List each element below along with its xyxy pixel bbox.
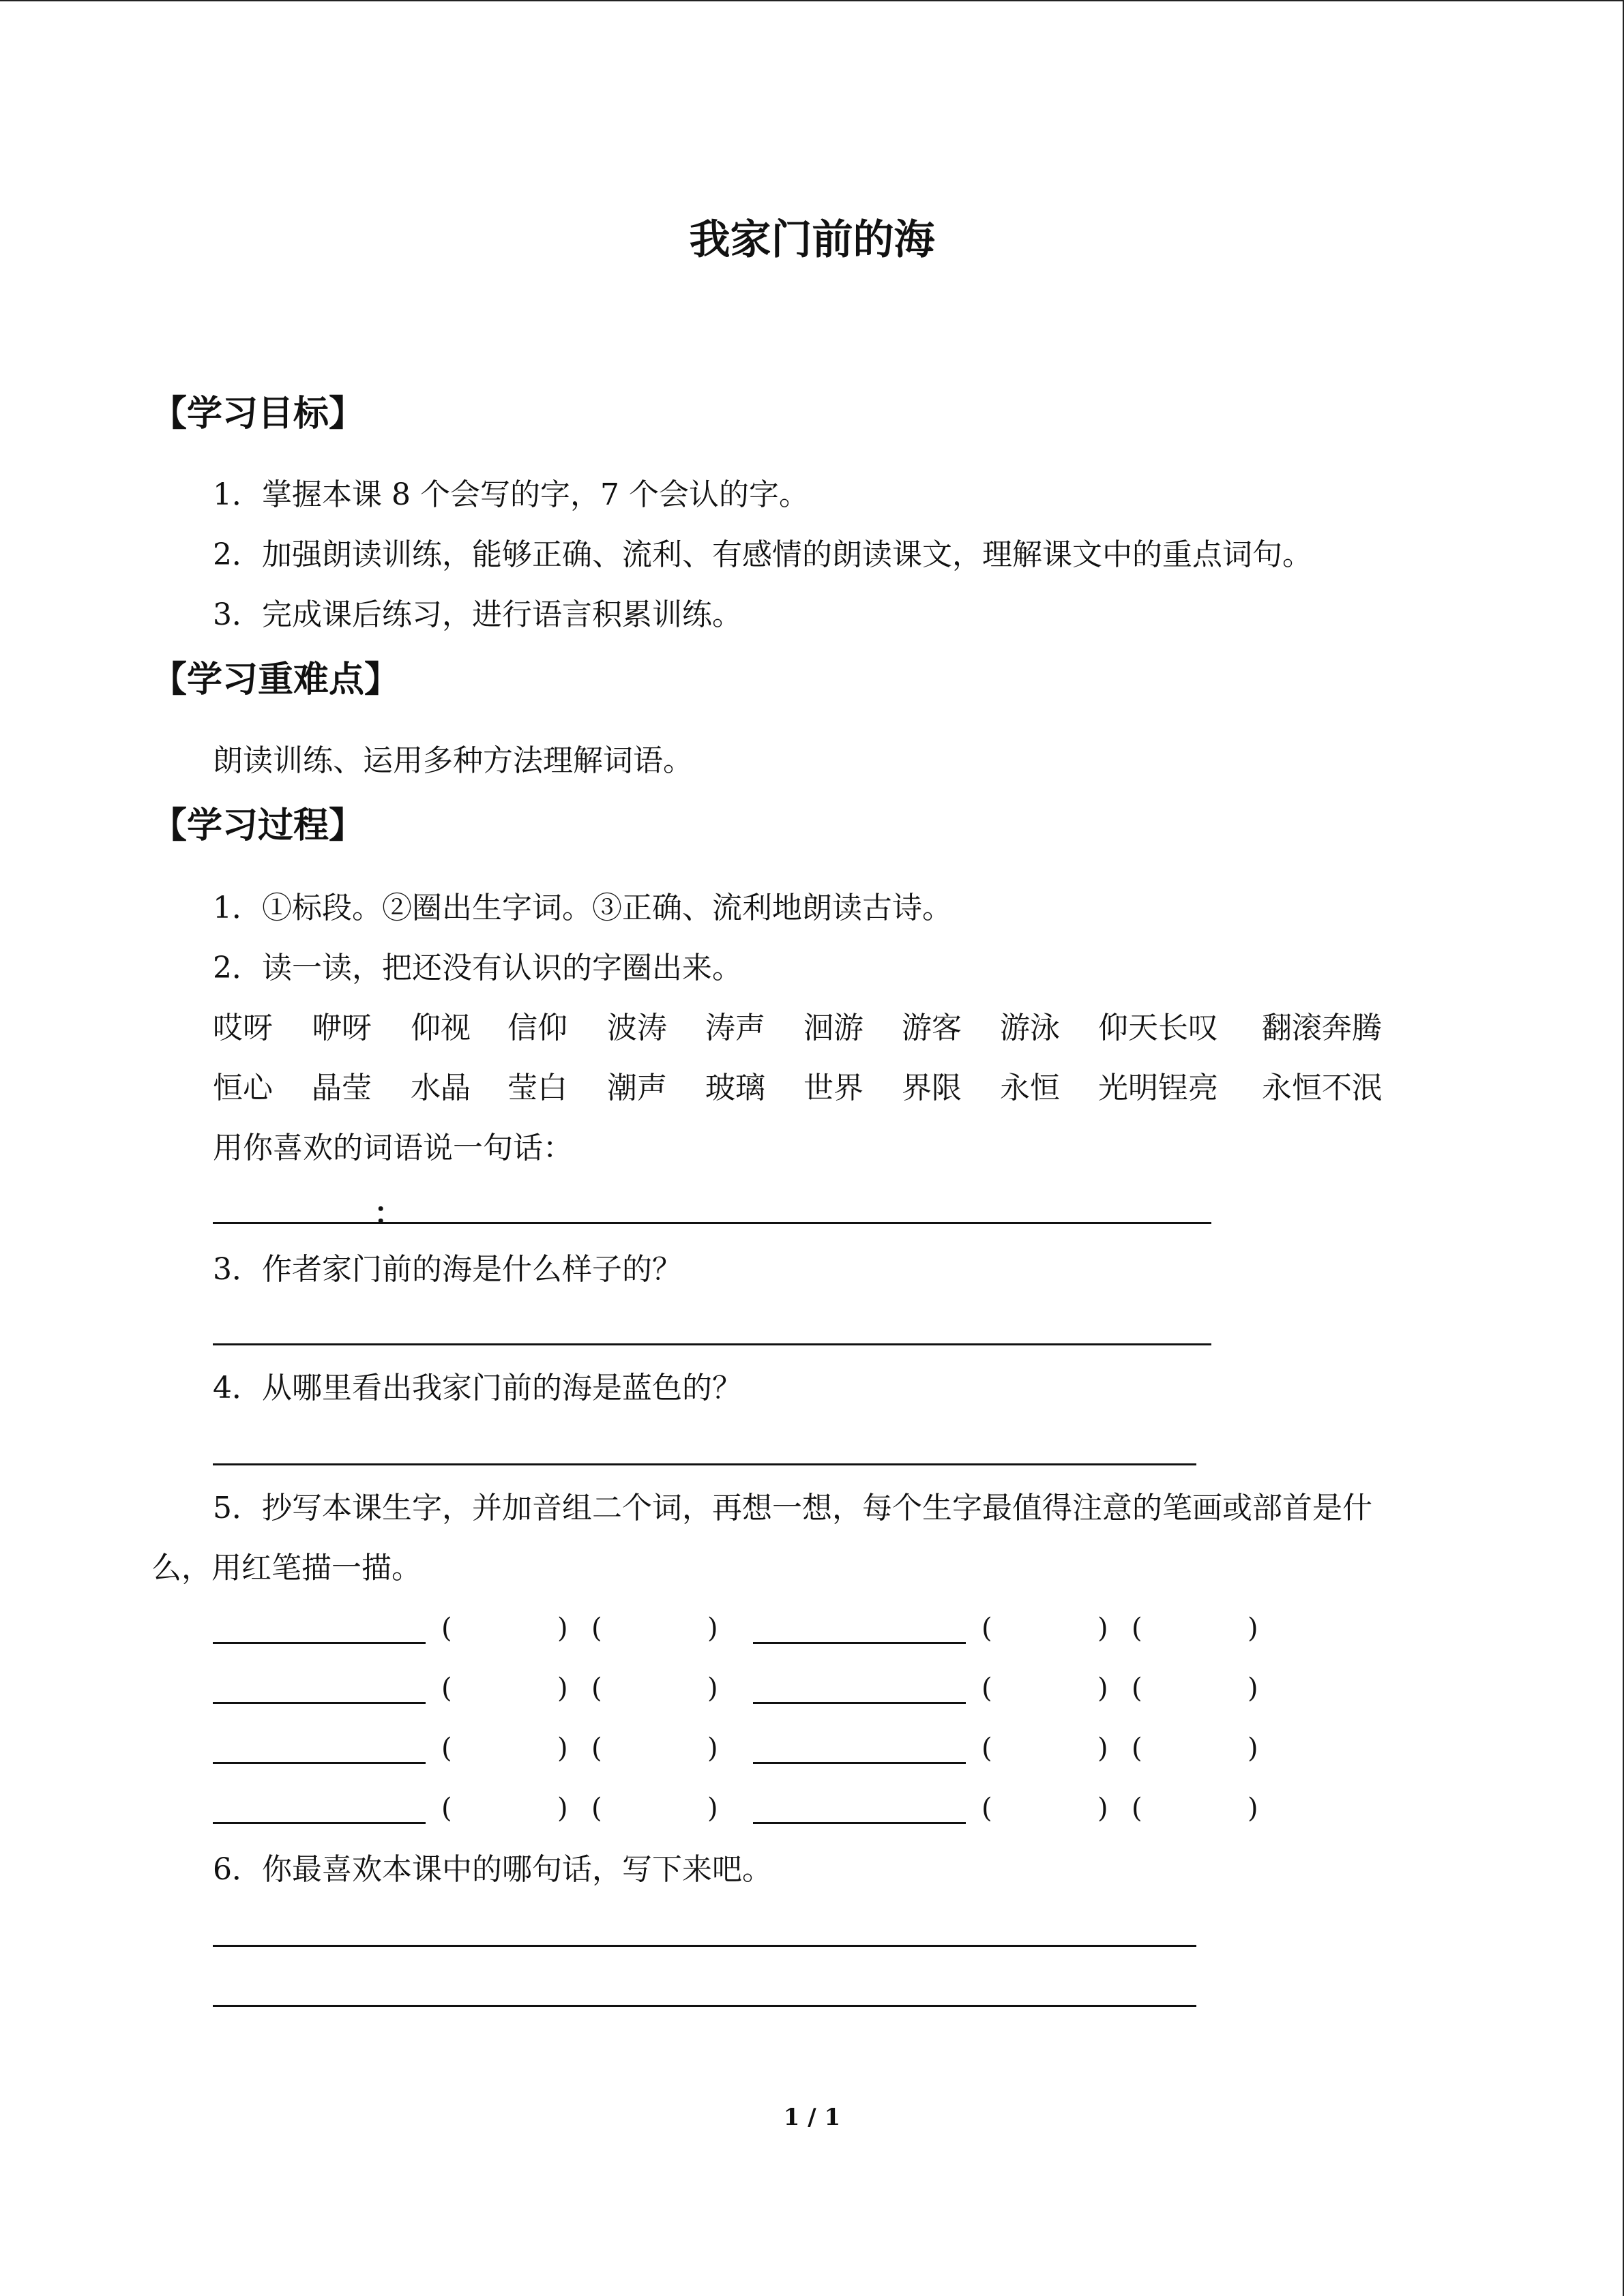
page-number: 1 / 1 xyxy=(783,2104,841,2131)
vocab-word: 信仰 xyxy=(507,1011,567,1045)
character-copy-blank[interactable] xyxy=(213,1642,426,1644)
vocab-word: 玻璃 xyxy=(705,1071,765,1105)
character-copy-blank[interactable] xyxy=(213,1762,426,1764)
word-blank-close-paren[interactable]: ) xyxy=(707,1793,718,1824)
question-1: 1．①标段。②圈出生字词。③正确、流利地朗读古诗。 xyxy=(213,891,952,925)
vocab-word: 界限 xyxy=(902,1071,962,1105)
vocab-word: 莹白 xyxy=(507,1071,567,1105)
answer-line-q4[interactable] xyxy=(213,1463,1196,1465)
word-blank-open-paren[interactable]: ( xyxy=(441,1673,452,1704)
word-blank-close-paren[interactable]: ) xyxy=(557,1613,568,1644)
answer-line-q3[interactable] xyxy=(213,1343,1211,1345)
goal-item-1: 1．掌握本课 8 个会写的字，7 个会认的字。 xyxy=(213,477,809,512)
character-copy-blank[interactable] xyxy=(753,1762,966,1764)
vocab-word: 潮声 xyxy=(607,1071,667,1105)
answer-line-q6-2[interactable] xyxy=(213,2005,1196,2007)
word-blank-close-paren[interactable]: ) xyxy=(707,1673,718,1704)
vocab-word: 仰天长叹 xyxy=(1098,1011,1218,1045)
goal-item-3: 3．完成课后练习，进行语言积累训练。 xyxy=(213,597,742,632)
vocab-word: 涛声 xyxy=(705,1011,765,1045)
word-blank-open-paren[interactable]: ( xyxy=(591,1793,602,1824)
question-3: 3．作者家门前的海是什么样子的？ xyxy=(213,1252,682,1287)
heading-learning-process: 【学习过程】 xyxy=(151,805,365,846)
word-blank-close-paren[interactable]: ) xyxy=(1247,1613,1258,1644)
vocab-word: 咿呀 xyxy=(312,1011,372,1045)
question-4: 4．从哪里看出我家门前的海是蓝色的？ xyxy=(213,1371,742,1405)
word-blank-open-paren[interactable]: ( xyxy=(1132,1733,1142,1764)
vocab-word: 哎呀 xyxy=(213,1011,273,1045)
vocab-word: 翻滚奔腾 xyxy=(1262,1011,1382,1045)
page-border-top xyxy=(0,0,1624,1)
character-copy-blank[interactable] xyxy=(753,1642,966,1644)
word-blank-open-paren[interactable]: ( xyxy=(1132,1793,1142,1824)
question-2: 2．读一读，把还没有认识的字圈出来。 xyxy=(213,951,742,985)
heading-key-difficulties: 【学习重难点】 xyxy=(151,659,400,700)
word-blank-close-paren[interactable]: ) xyxy=(1097,1733,1108,1764)
heading-learning-goals: 【学习目标】 xyxy=(151,393,365,434)
word-blank-close-paren[interactable]: ) xyxy=(1247,1733,1258,1764)
question-6: 6．你最喜欢本课中的哪句话，写下来吧。 xyxy=(213,1852,772,1887)
page-title: 我家门前的海 xyxy=(689,216,935,264)
vocab-word: 恒心 xyxy=(213,1071,273,1105)
word-blank-close-paren[interactable]: ) xyxy=(707,1733,718,1764)
word-blank-open-paren[interactable]: ( xyxy=(441,1793,452,1824)
word-blank-open-paren[interactable]: ( xyxy=(981,1793,992,1824)
goal-item-2: 2．加强朗读训练，能够正确、流利、有感情的朗读课文，理解课文中的重点词句。 xyxy=(213,537,1312,572)
vocab-word: 仰视 xyxy=(411,1011,471,1045)
answer-line-q6-1[interactable] xyxy=(213,1945,1196,1947)
word-blank-open-paren[interactable]: ( xyxy=(1132,1673,1142,1704)
word-blank-open-paren[interactable]: ( xyxy=(1132,1613,1142,1644)
word-blank-open-paren[interactable]: ( xyxy=(981,1613,992,1644)
character-copy-blank[interactable] xyxy=(753,1702,966,1704)
word-blank-close-paren[interactable]: ) xyxy=(557,1673,568,1704)
vocab-word: 水晶 xyxy=(411,1071,471,1105)
word-blank-close-paren[interactable]: ) xyxy=(557,1793,568,1824)
vocab-row-2 xyxy=(213,1068,1509,1109)
question-5-line-1: 5．抄写本课生字，并加音组二个词，再想一想，每个生字最值得注意的笔画或部首是什 xyxy=(213,1491,1372,1525)
vocab-word: 永恒不泯 xyxy=(1262,1071,1382,1105)
word-blank-open-paren[interactable]: ( xyxy=(591,1613,602,1644)
word-blank-open-paren[interactable]: ( xyxy=(441,1613,452,1644)
word-blank-close-paren[interactable]: ) xyxy=(1097,1613,1108,1644)
character-copy-blank[interactable] xyxy=(213,1702,426,1704)
word-blank-close-paren[interactable]: ) xyxy=(1097,1673,1108,1704)
character-copy-blank[interactable] xyxy=(753,1822,966,1824)
sentence-prompt: 用你喜欢的词语说一句话： xyxy=(213,1131,573,1165)
word-blank-open-paren[interactable]: ( xyxy=(981,1673,992,1704)
word-blank-close-paren[interactable]: ) xyxy=(707,1613,718,1644)
vocab-word: 世界 xyxy=(803,1071,863,1105)
vocab-word: 永恒 xyxy=(1000,1071,1060,1105)
vocab-word: 游泳 xyxy=(1000,1011,1060,1045)
answer-colon: ： xyxy=(374,1196,404,1231)
character-copy-blank[interactable] xyxy=(213,1822,426,1824)
word-blank-open-paren[interactable]: ( xyxy=(441,1733,452,1764)
vocab-word: 游客 xyxy=(902,1011,962,1045)
vocab-word: 波涛 xyxy=(607,1011,667,1045)
word-blank-close-paren[interactable]: ) xyxy=(1247,1673,1258,1704)
word-blank-open-paren[interactable]: ( xyxy=(981,1733,992,1764)
vocab-word: 晶莹 xyxy=(312,1071,372,1105)
question-5-line-2: 么，用红笔描一描。 xyxy=(151,1551,422,1585)
word-blank-open-paren[interactable]: ( xyxy=(591,1733,602,1764)
vocab-word: 洄游 xyxy=(803,1011,863,1045)
difficulty-text: 朗读训练、运用多种方法理解词语。 xyxy=(213,743,693,778)
word-blank-open-paren[interactable]: ( xyxy=(591,1673,602,1704)
vocab-word: 光明锃亮 xyxy=(1098,1071,1218,1105)
word-blank-close-paren[interactable]: ) xyxy=(557,1733,568,1764)
answer-line-sentence[interactable] xyxy=(213,1222,1211,1224)
word-blank-close-paren[interactable]: ) xyxy=(1247,1793,1258,1824)
vocab-row-1 xyxy=(213,1008,1509,1049)
word-blank-close-paren[interactable]: ) xyxy=(1097,1793,1108,1824)
